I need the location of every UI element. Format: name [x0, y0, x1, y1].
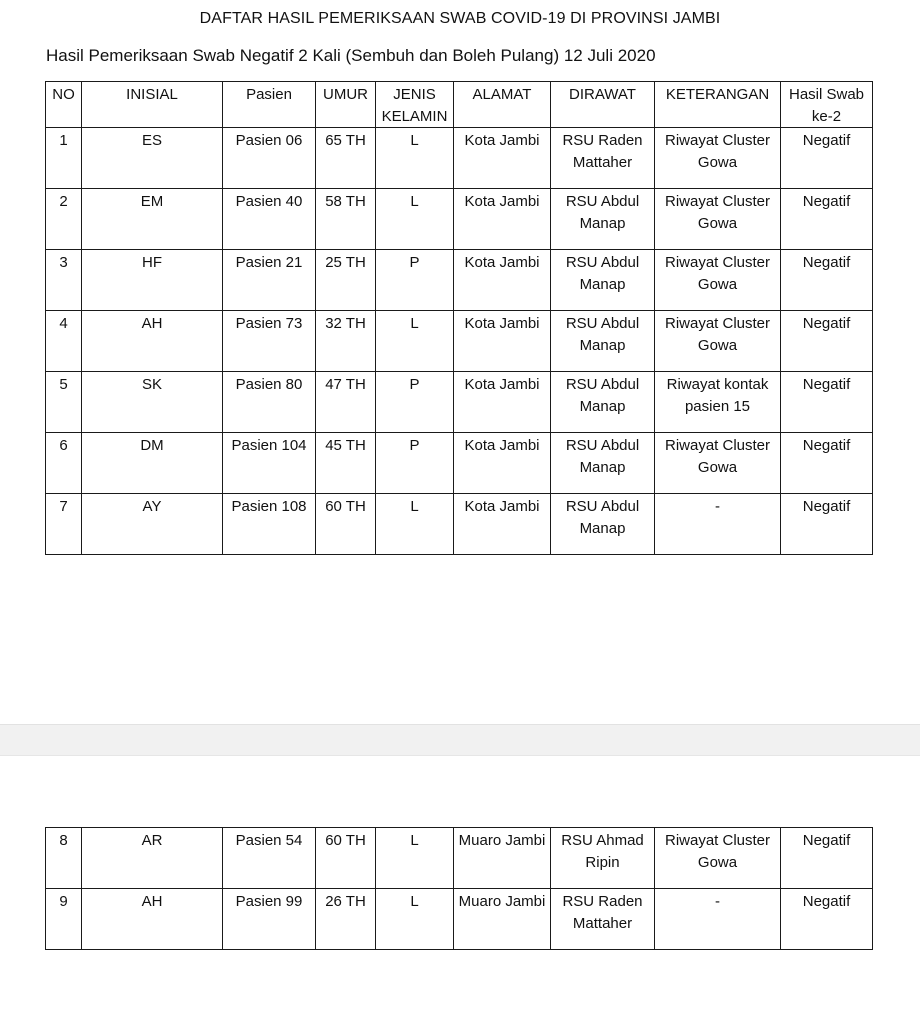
cell-umur: 65 TH [316, 128, 376, 189]
document-title: DAFTAR HASIL PEMERIKSAAN SWAB COVID-19 DI PROVINSI JAMBI [199, 10, 721, 27]
cell-no: 1 [46, 128, 82, 189]
cell-keterangan: - [655, 889, 781, 950]
cell-hasil-swab: Negatif [781, 189, 873, 250]
cell-inisial: AR [82, 828, 223, 889]
cell-dirawat: RSU Raden Mattaher [551, 889, 655, 950]
cell-jenis-kelamin: P [376, 372, 454, 433]
cell-pasien: Pasien 80 [223, 372, 316, 433]
cell-keterangan: Riwayat Cluster Gowa [655, 311, 781, 372]
cell-inisial: SK [82, 372, 223, 433]
cell-inisial: HF [82, 250, 223, 311]
cell-dirawat: RSU Abdul Manap [551, 433, 655, 494]
cell-alamat: Kota Jambi [454, 372, 551, 433]
cell-jenis-kelamin: L [376, 311, 454, 372]
cell-keterangan: - [655, 494, 781, 555]
cell-umur: 26 TH [316, 889, 376, 950]
cell-alamat: Kota Jambi [454, 433, 551, 494]
cell-keterangan: Riwayat Cluster Gowa [655, 250, 781, 311]
cell-inisial: AH [82, 889, 223, 950]
cell-umur: 47 TH [316, 372, 376, 433]
cell-keterangan: Riwayat Cluster Gowa [655, 828, 781, 889]
cell-keterangan: Riwayat kontak pasien 15 [655, 372, 781, 433]
cell-pasien: Pasien 21 [223, 250, 316, 311]
cell-keterangan: Riwayat Cluster Gowa [655, 433, 781, 494]
cell-hasil-swab: Negatif [781, 889, 873, 950]
cell-hasil-swab: Negatif [781, 128, 873, 189]
cell-no: 7 [46, 494, 82, 555]
cell-jenis-kelamin: P [376, 250, 454, 311]
cell-jenis-kelamin: L [376, 828, 454, 889]
cell-alamat: Muaro Jambi [454, 828, 551, 889]
cell-dirawat: RSU Abdul Manap [551, 189, 655, 250]
document-subtitle: Hasil Pemeriksaan Swab Negatif 2 Kali (Sembuh dan Boleh Pulang) 12 Juli 2020 [46, 46, 656, 65]
cell-alamat: Muaro Jambi [454, 889, 551, 950]
page-separator [0, 724, 920, 756]
table-row [46, 828, 873, 889]
cell-hasil-swab: Negatif [781, 433, 873, 494]
header-pasien: Pasien [223, 82, 316, 128]
table-row [46, 372, 873, 433]
cell-pasien: Pasien 06 [223, 128, 316, 189]
results-table-page-2 [45, 827, 873, 950]
cell-alamat: Kota Jambi [454, 494, 551, 555]
table-row [46, 250, 873, 311]
cell-hasil-swab: Negatif [781, 311, 873, 372]
cell-inisial: DM [82, 433, 223, 494]
cell-hasil-swab: Negatif [781, 828, 873, 889]
cell-pasien: Pasien 108 [223, 494, 316, 555]
cell-pasien: Pasien 54 [223, 828, 316, 889]
cell-hasil-swab: Negatif [781, 372, 873, 433]
cell-inisial: EM [82, 189, 223, 250]
cell-dirawat: RSU Abdul Manap [551, 494, 655, 555]
cell-jenis-kelamin: P [376, 433, 454, 494]
cell-alamat: Kota Jambi [454, 189, 551, 250]
table-row [46, 311, 873, 372]
header-jenis-kelamin: JENIS KELAMIN [376, 82, 454, 128]
table-row [46, 494, 873, 555]
cell-umur: 32 TH [316, 311, 376, 372]
cell-dirawat: RSU Abdul Manap [551, 250, 655, 311]
cell-umur: 25 TH [316, 250, 376, 311]
cell-no: 9 [46, 889, 82, 950]
header-umur: UMUR [316, 82, 376, 128]
cell-hasil-swab: Negatif [781, 494, 873, 555]
header-keterangan: KETERANGAN [655, 82, 781, 128]
cell-no: 6 [46, 433, 82, 494]
table-row [46, 128, 873, 189]
header-alamat: ALAMAT [454, 82, 551, 128]
cell-no: 8 [46, 828, 82, 889]
table-row [46, 433, 873, 494]
cell-umur: 45 TH [316, 433, 376, 494]
cell-no: 5 [46, 372, 82, 433]
cell-inisial: ES [82, 128, 223, 189]
cell-jenis-kelamin: L [376, 494, 454, 555]
cell-dirawat: RSU Abdul Manap [551, 372, 655, 433]
cell-no: 2 [46, 189, 82, 250]
cell-pasien: Pasien 40 [223, 189, 316, 250]
header-no: NO [46, 82, 82, 128]
cell-umur: 60 TH [316, 828, 376, 889]
cell-dirawat: RSU Abdul Manap [551, 311, 655, 372]
cell-pasien: Pasien 99 [223, 889, 316, 950]
cell-alamat: Kota Jambi [454, 250, 551, 311]
cell-jenis-kelamin: L [376, 128, 454, 189]
cell-keterangan: Riwayat Cluster Gowa [655, 189, 781, 250]
cell-inisial: AH [82, 311, 223, 372]
header-inisial: INISIAL [82, 82, 223, 128]
cell-umur: 58 TH [316, 189, 376, 250]
cell-no: 3 [46, 250, 82, 311]
cell-hasil-swab: Negatif [781, 250, 873, 311]
cell-alamat: Kota Jambi [454, 128, 551, 189]
cell-jenis-kelamin: L [376, 889, 454, 950]
header-hasil-swab: Hasil Swab ke-2 [781, 82, 873, 128]
cell-pasien: Pasien 73 [223, 311, 316, 372]
cell-dirawat: RSU Raden Mattaher [551, 128, 655, 189]
cell-pasien: Pasien 104 [223, 433, 316, 494]
table-header-row [46, 82, 873, 128]
cell-inisial: AY [82, 494, 223, 555]
cell-keterangan: Riwayat Cluster Gowa [655, 128, 781, 189]
table-row [46, 189, 873, 250]
cell-umur: 60 TH [316, 494, 376, 555]
table-row [46, 889, 873, 950]
cell-jenis-kelamin: L [376, 189, 454, 250]
header-dirawat: DIRAWAT [551, 82, 655, 128]
cell-dirawat: RSU Ahmad Ripin [551, 828, 655, 889]
cell-alamat: Kota Jambi [454, 311, 551, 372]
cell-no: 4 [46, 311, 82, 372]
results-table-page-1 [45, 81, 873, 555]
